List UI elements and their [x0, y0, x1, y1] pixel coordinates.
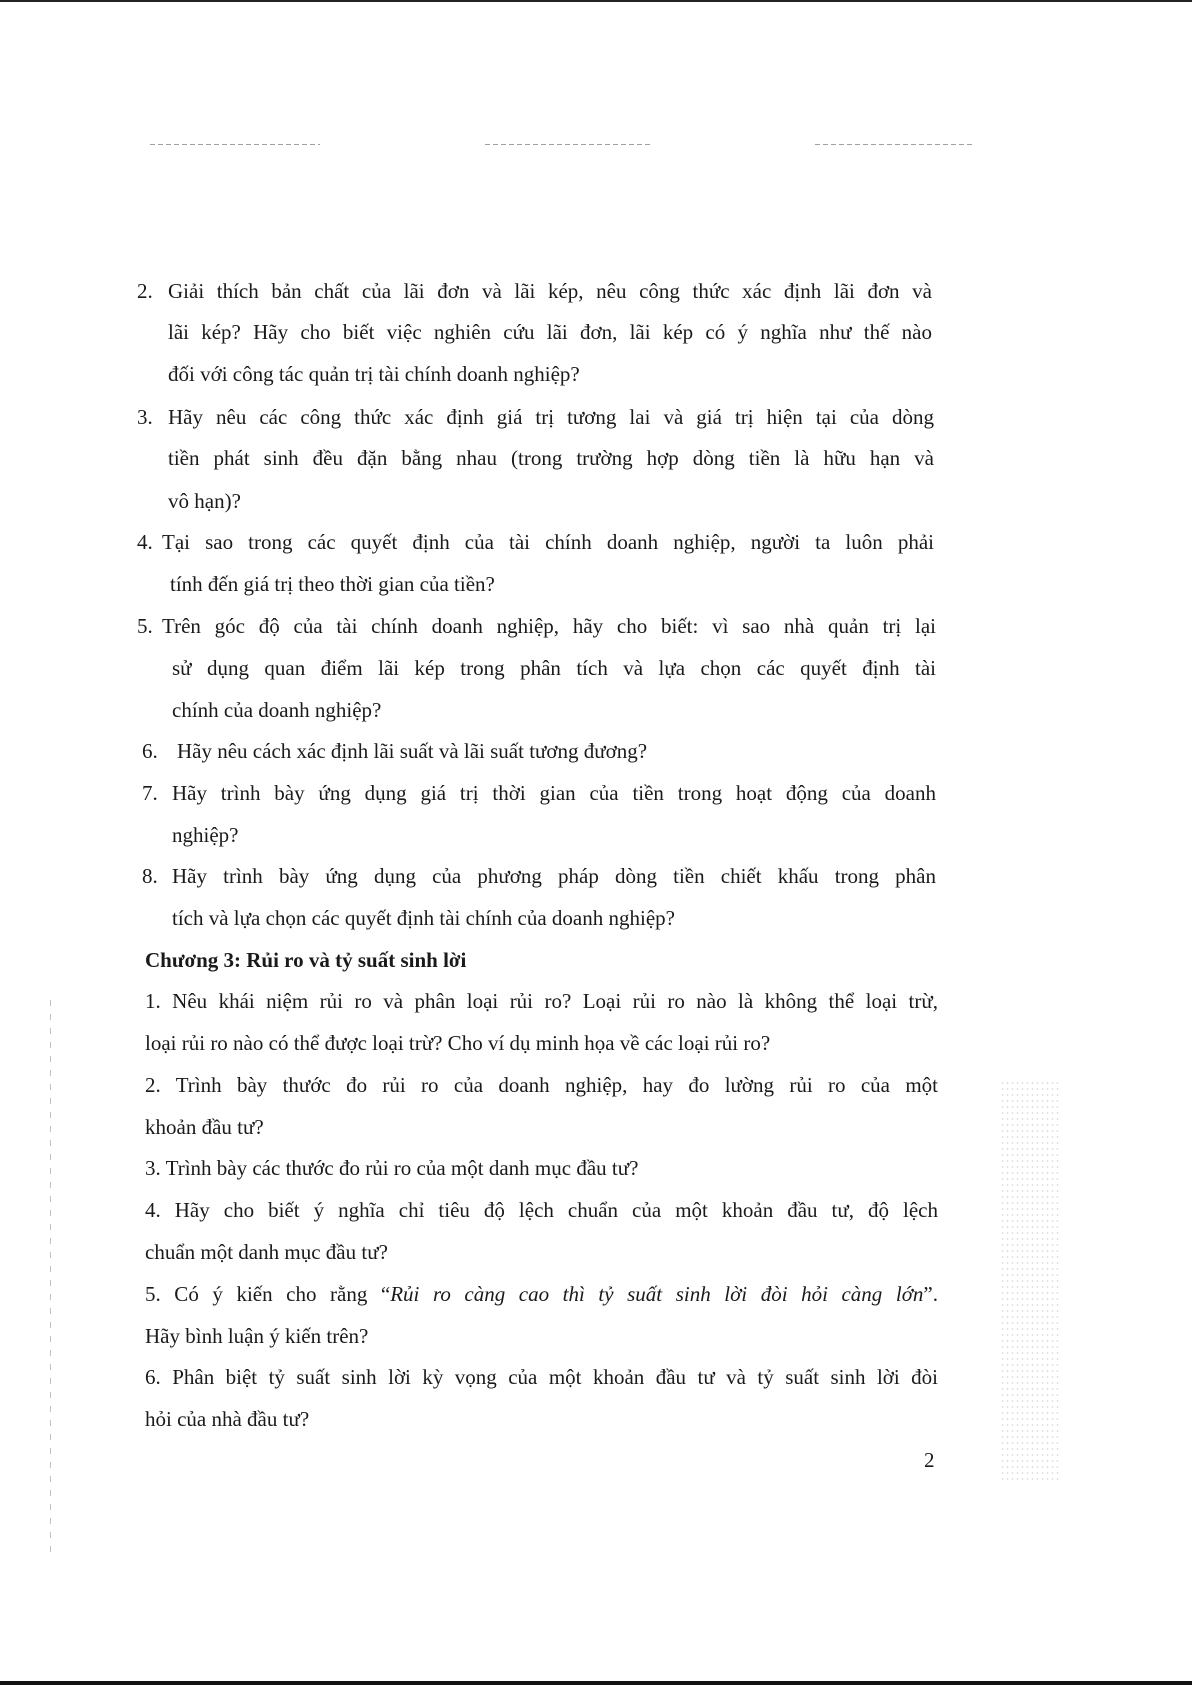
q7-line-2: nghiệp?: [172, 823, 239, 847]
q8-line-1: Hãy trình bày ứng dụng của phương pháp dòng tiền chiết khấu trong phân: [172, 864, 936, 888]
ch3-q6-line-1: 6. Phân biệt tỷ suất sinh lời kỳ vọng của một khoản đầu tư và tỷ suất sinh lời đòi: [145, 1365, 938, 1389]
q2-number: 2.: [137, 279, 153, 303]
header-rule-center: [485, 144, 650, 145]
scan-edge-top: [0, 0, 1192, 2]
q5-line-3: chính của doanh nghiệp?: [172, 698, 382, 722]
q2-line-2: lãi kép? Hãy cho biết việc nghiên cứu lãi đơn, lãi kép có ý nghĩa như thế nào: [168, 320, 932, 344]
q8-number: 8.: [142, 864, 158, 888]
q5-number: 5.: [137, 614, 153, 638]
ch3-q5-suffix: ”.: [923, 1282, 938, 1306]
ch3-q1-line-2: loại rủi ro nào có thể được loại trừ? Cho ví dụ minh họa về các loại rủi ro?: [145, 1031, 771, 1055]
chapter-3-heading: Chương 3: Rủi ro và tỷ suất sinh lời: [145, 948, 467, 972]
header-rule-left: [150, 144, 320, 145]
q2-line-3: đối với công tác quản trị tài chính doanh nghiệp?: [168, 362, 580, 386]
page-number: 2: [924, 1448, 935, 1472]
header-rule-right: [815, 144, 975, 145]
ch3-q5-line-2: Hãy bình luận ý kiến trên?: [145, 1324, 369, 1348]
q3-number: 3.: [137, 405, 153, 429]
q6-line-1: Hãy nêu cách xác định lãi suất và lãi suất tương đương?: [177, 739, 648, 763]
ch3-q2-line-1: 2. Trình bày thước đo rủi ro của doanh nghiệp, hay đo lường rủi ro của một: [145, 1073, 938, 1097]
ch3-q5-prefix: 5. Có ý kiến cho rằng “: [145, 1282, 391, 1306]
q5-line-2: sử dụng quan điểm lãi kép trong phân tích và lựa chọn các quyết định tài: [172, 656, 936, 680]
ch3-q5-line-1: [145, 1282, 938, 1306]
q8-line-2: tích và lựa chọn các quyết định tài chính của doanh nghiệp?: [172, 906, 675, 930]
ch3-q4-line-1: 4. Hãy cho biết ý nghĩa chỉ tiêu độ lệch chuẩn của một khoản đầu tư, độ lệch: [145, 1198, 938, 1222]
q5-line-1: Trên góc độ của tài chính doanh nghiệp, hãy cho biết: vì sao nhà quản trị lại: [162, 614, 936, 638]
q4-line-2: tính đến giá trị theo thời gian của tiền?: [170, 572, 495, 596]
q4-line-1: Tại sao trong các quyết định của tài chính doanh nghiệp, người ta luôn phải: [162, 530, 934, 554]
q3-line-2: tiền phát sinh đều đặn bằng nhau (trong trường hợp dòng tiền là hữu hạn và: [168, 446, 934, 470]
ch3-q1-line-1: 1. Nêu khái niệm rủi ro và phân loại rủi ro? Loại rủi ro nào là không thể loại trừ,: [145, 989, 938, 1013]
ch3-q2-line-2: khoản đầu tư?: [145, 1115, 264, 1139]
q3-line-3: vô hạn)?: [168, 489, 241, 513]
ch3-q4-line-2: chuẩn một danh mục đầu tư?: [145, 1240, 388, 1264]
q2-line-1: Giải thích bản chất của lãi đơn và lãi kép, nêu công thức xác định lãi đơn và: [168, 279, 932, 303]
scan-edge-left: [50, 1000, 51, 1560]
q4-number: 4.: [137, 530, 153, 554]
scan-noise: [1000, 1080, 1060, 1480]
q7-line-1: Hãy trình bày ứng dụng giá trị thời gian của tiền trong hoạt động của doanh: [172, 781, 936, 805]
q6-number: 6.: [142, 739, 158, 763]
scan-edge-bottom: [0, 1681, 1192, 1685]
ch3-q3-line-1: 3. Trình bày các thước đo rủi ro của một danh mục đầu tư?: [145, 1156, 639, 1180]
ch3-q6-line-2: hỏi của nhà đầu tư?: [145, 1407, 310, 1431]
q3-line-1: Hãy nêu các công thức xác định giá trị tương lai và giá trị hiện tại của dòng: [168, 405, 934, 429]
ch3-q5-quote: Rủi ro càng cao thì tỷ suất sinh lời đòi hỏi càng lớn: [390, 1282, 924, 1306]
q7-number: 7.: [142, 781, 158, 805]
